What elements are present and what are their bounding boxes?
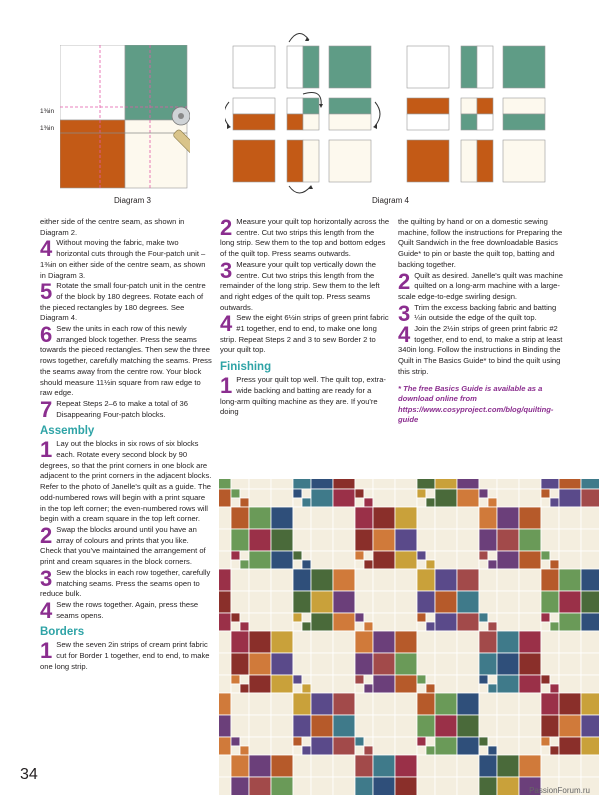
quilt-block [333,715,395,777]
finishing-step-4: 4 Join the 2½in strips of green print fabric #2 together, end to end, to make a strip at least 340in long. Follow the instructions in Binding the Quilt in The Basics Guide* to bind the quilt using this strip. [398,322,563,376]
column-2 [220,217,390,418]
quilt-photo [219,479,599,795]
borders-step-3: 3 Measure your quilt top vertically down the centre. Cut two strips this length from the remainder of the long strip. Sew them to the left and right edges of the quilt top. Press seams outwards. [220,257,380,312]
quilt-block [457,591,519,653]
quilt-block [333,591,395,653]
quilt-block [457,653,519,715]
quilt-block [333,777,395,795]
borders-heading: Borders [40,626,85,639]
quilt-block [271,715,333,777]
borders-step-2: 2 Measure your quilt top horizontally across the centre. Cut two strips this length from the long strip. Sew them to the top and bottom edges of the quilt top. Press seams outwards. [220,215,390,259]
assembly-step-4: 4 Sew the rows together. Again, press these seams opens. [40,597,199,623]
col1-step-4: 4 Without moving the fabric, make two horizontal cuts through the Four-patch unit – 1⅜in on either side of the centre seam, as shown in Diagram 3. [40,236,206,280]
quilt-block [457,777,519,795]
finishing-heading: Finishing [220,361,272,374]
quilt-block [581,591,599,653]
quilt-block [457,715,519,777]
quilt-block [395,653,457,715]
quilt-block [519,653,581,715]
diagram-3-measure-bottom: 1⅜in [40,125,55,132]
borders-step-1: 1 Sew the seven 2in strips of cream print fabric cut for Border 1 together, end to end, to make one long strip. [40,638,210,671]
finishing-step-2: 2 Quilt as desired. Janelle's quilt was machine quilted on a long-arm machine with a large-scale edge-to-edge swirling design. [398,268,564,301]
diagram-4-caption: Diagram 4 [372,196,409,205]
quilt-photo-art [219,479,599,795]
col1-step-7: 7 Repeat Steps 2–6 to make a total of 36 Disappearing Four-patch blocks. [40,396,188,422]
basics-guide-note: * The free Basics Guide is available as a download online from https://www.cosyproject.com/blog/quilting-guide [398,383,554,425]
col1-step-6: 6 Sew the units in each row of this newly arranged block together. Press the seams towards the pieced rectangles. Then sew the three rows together, carefully matching the seams. Press the seams away from the centre row. Your block should measure 11½in square from raw edge to raw edge. [40,322,212,398]
quilt-block [519,479,581,529]
assembly-step-2: 2 Swap the blocks around until you have an array of colours and prints that you like. Check that you've maintained the arrangement of print and cream squares in the block corners. [40,522,206,567]
diagram-3-caption: Diagram 3 [114,196,151,205]
quilt-block [333,653,395,715]
quilt-block [219,777,271,795]
quilt-block [519,529,581,591]
quilt-block [271,591,333,653]
finishing-step-1: 1 Press your quilt top well. The quilt top, extra-wide backing and batting are ready for a long-arm quilting machine as they are. If you're doing [220,373,386,417]
quilt-block [271,653,333,715]
rotate-arrow-left [225,102,229,126]
quilt-block [333,529,395,591]
finishing-step-3: 3 Trim the excess backing fabric and batting ¼in outside the edge of the quilt top. [398,300,557,326]
quilt-block [581,529,599,591]
quilt-block [395,529,457,591]
assembly-step-1: 1 Lay out the blocks in six rows of six blocks each. Rotate every second block by 90 degrees, so that the print corners in one block are adjacent to the print corners in the adjacent blocks. Refer to the photo of Janelle's quilt as a guide. The odd-numbered rows will begin with a print square in the top left corner; the even-numbered rows will begin with a cream square in the top left corner. [40,437,212,524]
quilt-block [271,777,333,795]
page-number: 34 [20,766,38,783]
watermark: PassionForum.ru [529,786,590,795]
quilt-block [519,591,581,653]
quilt-block [219,591,271,653]
col3-intro: the quilting by hand or on a domestic sewing machine, follow the instructions for Preparing the Quilt Sandwich in the free downloadable Basics Guide* to pin or baste the quilt top, batting and backing together. [398,217,563,269]
diagram-4 [225,28,585,198]
quilt-block [333,479,395,529]
quilt-block [395,715,457,777]
assembly-step-3: 3 Sew the blocks in each row together, carefully matching seams. Press the seams open to reduce bulk. [40,565,211,599]
quilt-block [395,777,457,795]
quilt-block [395,591,457,653]
col1-intro: either side of the centre seam, as shown in Diagram 2. [40,217,185,237]
quilt-block [271,479,333,529]
rotate-arrow-bottom [289,186,311,193]
quilt-block [219,715,271,777]
quilt-block [219,653,271,715]
quilt-block [581,715,599,777]
quilt-block [395,479,457,529]
quilt-block [581,653,599,715]
rotate-arrow-right [375,102,380,126]
quilt-block [581,479,599,529]
column-3 [398,217,566,426]
borders-step-4: 4 Sew the eight 6½in strips of green print fabric #1 together, end to end, to make one long strip. Repeat Steps 2 and 3 to sew Border 2 to your quilt top. [220,311,389,355]
quilt-block [219,529,271,591]
quilt-block [457,529,519,591]
quilt-block [519,715,581,777]
diagram-3-measure-top: 1⅜in [40,108,55,115]
col1-step-5: 5 Rotate the small four-patch unit in the centre of the block by 180 degrees. Rotate each of the pieced rectangles by 180 degrees. See Diagram 4. [40,279,206,323]
quilt-block [219,479,271,529]
diagram-3 [60,45,190,195]
diagram-3-art [60,45,190,195]
quilt-block [271,529,333,591]
assembly-heading: Assembly [40,425,95,438]
quilt-block [457,479,519,529]
column-1 [40,217,212,672]
diagram-4-art [225,28,585,198]
